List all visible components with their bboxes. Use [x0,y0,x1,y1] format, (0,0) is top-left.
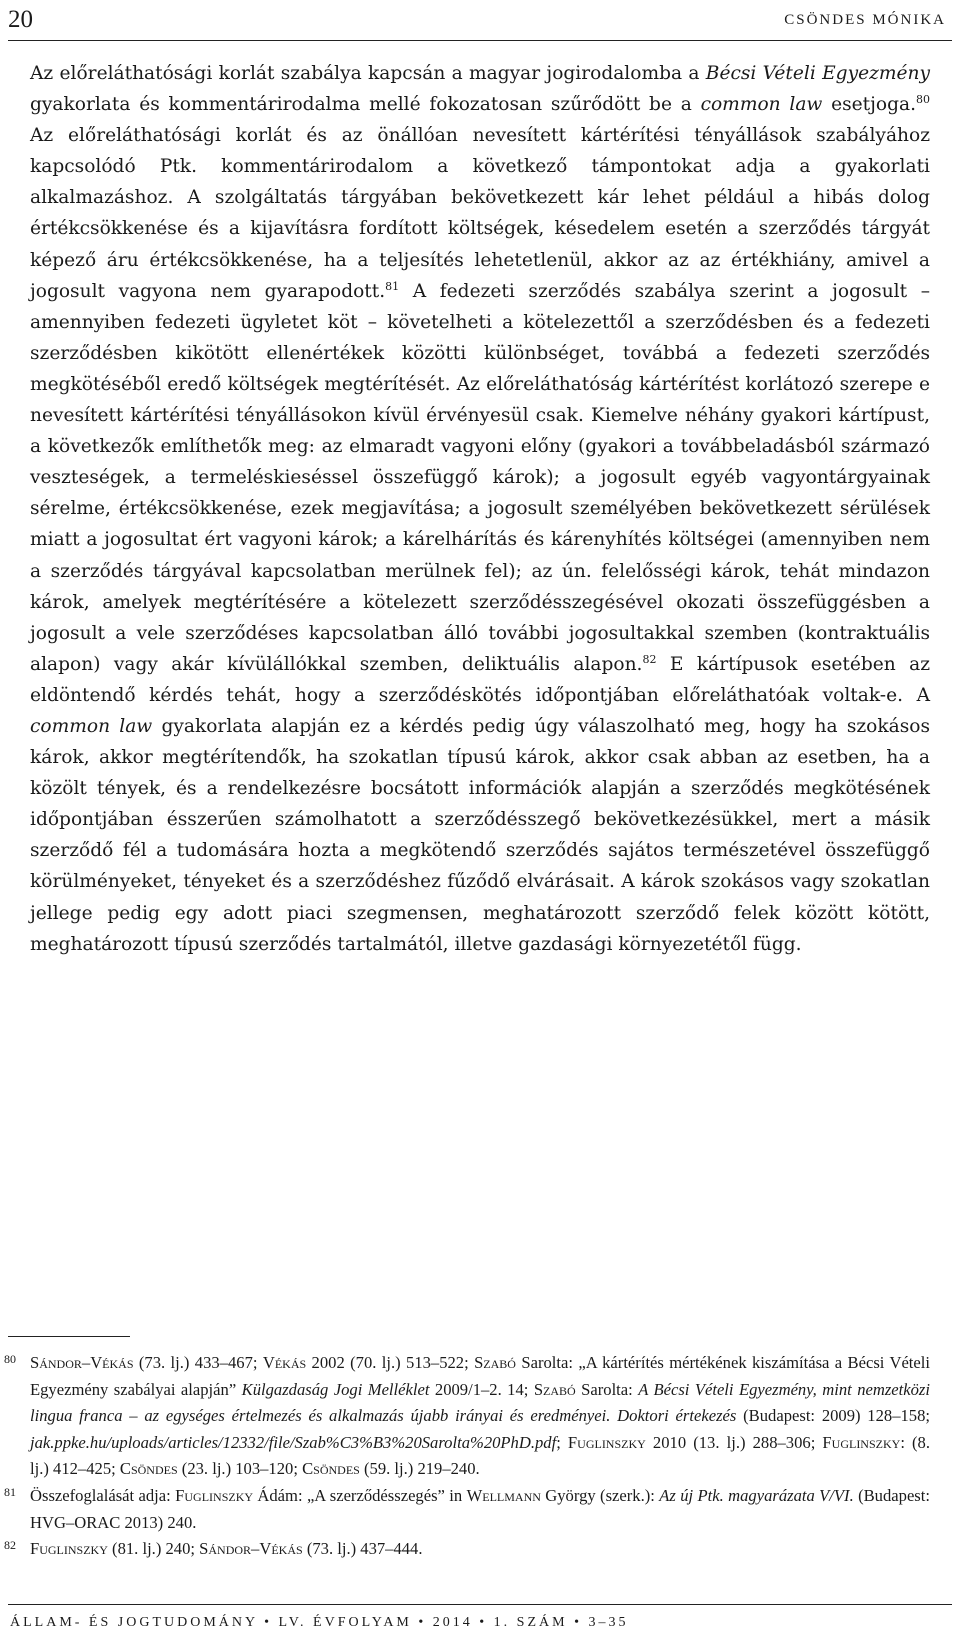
page-footer [8,1604,952,1633]
footnote-text: Összefoglalását adja: [30,1485,176,1505]
footnote-81 [0,1483,930,1536]
footnote-ref-82[interactable]: 82 [642,652,657,666]
footnote-80 [0,1350,930,1483]
author-name: Vékás [262,1353,307,1372]
url-link[interactable]: jak.ppke.hu/uploads/articles/12332/file/Szab%C3%B3%20Sarolta%20PhD.pdf [30,1432,557,1452]
body-text: Az előreláthatósági korlát és az önállóan nevesített kártérítési tényállások szabályához kapcsolódó Ptk. kommentárirodalom a következő támpontokat adja a gyakorlati alkalmazáshoz. A szolgáltatás tárgyában bekövetkezett kár lehet például a hibás dolog értékcsökkenése és a kijavításra fordított költségek, késedelem esetén a szerződés tárgyát képező áru értékcsökkenése, ha a teljesítés lehetetlenül, akkor az az értékhiány, amivel a jogosult vagyona nem gyarapodott. [30,125,930,302]
footnote-text: Sarolta: „A kártérítés mértékének kiszámítása a Bécsi Vételi Egyezmény szabályai alapján” [30,1353,931,1399]
footnote-number: 80 [4,1352,16,1366]
footnote-text: Sarolta: [575,1379,639,1399]
footnote-text: (73. lj.) 433–467; [133,1353,263,1372]
author-name: Fuglinszky [30,1539,108,1559]
body-text: gyakorlata és kommentárirodalma mellé fokozatosan szűrődött be a [30,94,701,116]
footnote-text: (81. lj.) 240; [107,1539,200,1559]
author-name: Sándor–Vékás [199,1539,303,1559]
footnote-text: (Budapest: HVG–ORAC 2013) 240. [30,1485,930,1532]
page-number: 20 [8,6,33,33]
publication-title: Külgazdaság Jogi Melléklet [241,1379,430,1399]
author-name: Fuglinszky [822,1432,901,1452]
footnote-text: (73. lj.) 437–444. [302,1539,423,1559]
author-name: Szabó [474,1353,516,1372]
body-text: esetjoga. [822,94,916,116]
footnote-text: György (szerk.): [540,1485,660,1505]
footnote-number: 81 [4,1484,16,1499]
author-name: Fuglinszky [567,1432,646,1452]
body-text: Az előreláthatósági korlát szabálya kapcsán a magyar jogirodalomba a [30,63,706,84]
body-text-italic: common law [700,94,823,116]
body-text: gyakorlata alapján ez a kérdés pedig úgy válaszolható meg, hogy ha szokásos károk, akkor megtérítendők, ha szokatlan típusú károk, akkor csak abban az esetben, ha a közölt tények, és a rendelkezésre bocsátott információk alapján a szerződés megkötésének időpontjában ésszerűen számolhatott a szerződésszegő bekövetkezésükkel, mert a másik szerződő fél a tudomására hozta a megkötendő szerződés sajátos természetével összefüggő körülményeket, tényeket és a szerződéshez fűződő elvárásait. A károk szokásos vagy szokatlan jellege pedig egy adott piaci szegmensen, meghatározott szerződő felek között kötött, meghatározott típusú szerződés tartalmától, illetve gazdasági környezetétől függ. [30,715,930,955]
footnote-number: 82 [4,1538,16,1553]
body-text: A fedezeti szerződés szabálya szerint a jogosult – amennyiben fedezeti ügyletet köt – követelheti a kötelezettől a szerződésben és a fedezeti szerződésben kikötött ellenértékek közötti különbséget, továbbá a fedezeti szerződés megkötéséből eredő költségek megtérítését. Az előreláthatóság kártérítést korlátozó szerepe e nevesített kártérítési tényállásokon kívül érvényesül csak. Kiemelve néhány gyakori kártípust, a következők említhetők meg: az elmaradt vagyoni előny (gyakori a továbbeladásból származó veszteségek, a termeléskieséssel összefüggő károk); a jogosult egyéb vagyontárgyainak sérelme, értékcsökkenése, ezek megjavítása; a jogosult személyében bekövetkezett sérülések miatt a jogosultat ért vagyoni károk; a kárelhárítás és kárenyhítés költségei (amennyiben nem a szerződés tárgyával kapcsolatban merülnek fel); az ún. felelősségi károk, tehát mindazon károk, amelyek megtérítésére a kötelezett szerződésszegésével okozati összefüggésben a jogosult a vele szerződéses kapcsolatban álló további jogosultakkal szemben (kontraktuális alapon) vagy akár kívülállókkal szemben, deliktuális alapon. [30,280,930,675]
running-head-author: CSÖNDES MÓNIKA [784,12,946,28]
main-text-body [30,58,930,960]
page-header [8,6,952,41]
footnote-text: (59. lj.) 219–240. [359,1459,480,1479]
footnote-ref-81[interactable]: 81 [385,279,400,293]
body-text-italic: common law [30,715,153,737]
publication-title: Az új Ptk. magyarázata V/VI. [659,1485,854,1505]
footnote-text: 2009/1–2. 14; [429,1379,534,1399]
footnote-text: 2010 (13. lj.) 288–306; [645,1432,823,1452]
author-name: Csöndes [119,1459,178,1479]
author-name: Szabó [533,1379,576,1399]
footnote-text: 2002 (70. lj.) 513–522; [306,1353,475,1372]
footnote-text: : (8. lj.) 412–425; [30,1432,931,1479]
footnote-text: ; [556,1432,568,1452]
author-name: Fuglinszky [175,1485,254,1505]
publication-title: A Bécsi Vételi Egyezmény, mint nemzetközi lingua franca – az egységes értelmezés és alkalmazás újabb irányai és eredményei. Doktori értekezés [30,1379,930,1426]
author-name: Sándor–Vékás [30,1353,134,1372]
author-name: Csöndes [302,1459,360,1479]
journal-footer: ÁLLAM- ÉS JOGTUDOMÁNY • LV. ÉVFOLYAM • 2014 • 1. SZÁM • 3–35 [10,1615,629,1630]
footnote-text: Ádám: „A szerződésszegés” in [253,1485,467,1505]
body-text: E kártípusok esetében az eldöntendő kérdés tehát, hogy a szerződéskötés időpontjában előreláthatóak voltak-e. A [30,653,931,706]
footnotes-section [0,1350,930,1563]
body-paragraph [30,58,930,960]
author-name: Wellmann [466,1485,541,1505]
footnote-text: (23. lj.) 103–120; [177,1459,303,1479]
footnote-text: (Budapest: 2009) 128–158; [736,1406,930,1426]
footnote-ref-80[interactable]: 80 [916,92,930,106]
body-text-italic: Bécsi Vételi Egyezmény [705,63,930,84]
footnote-82 [0,1536,930,1563]
footnote-separator [8,1336,130,1337]
